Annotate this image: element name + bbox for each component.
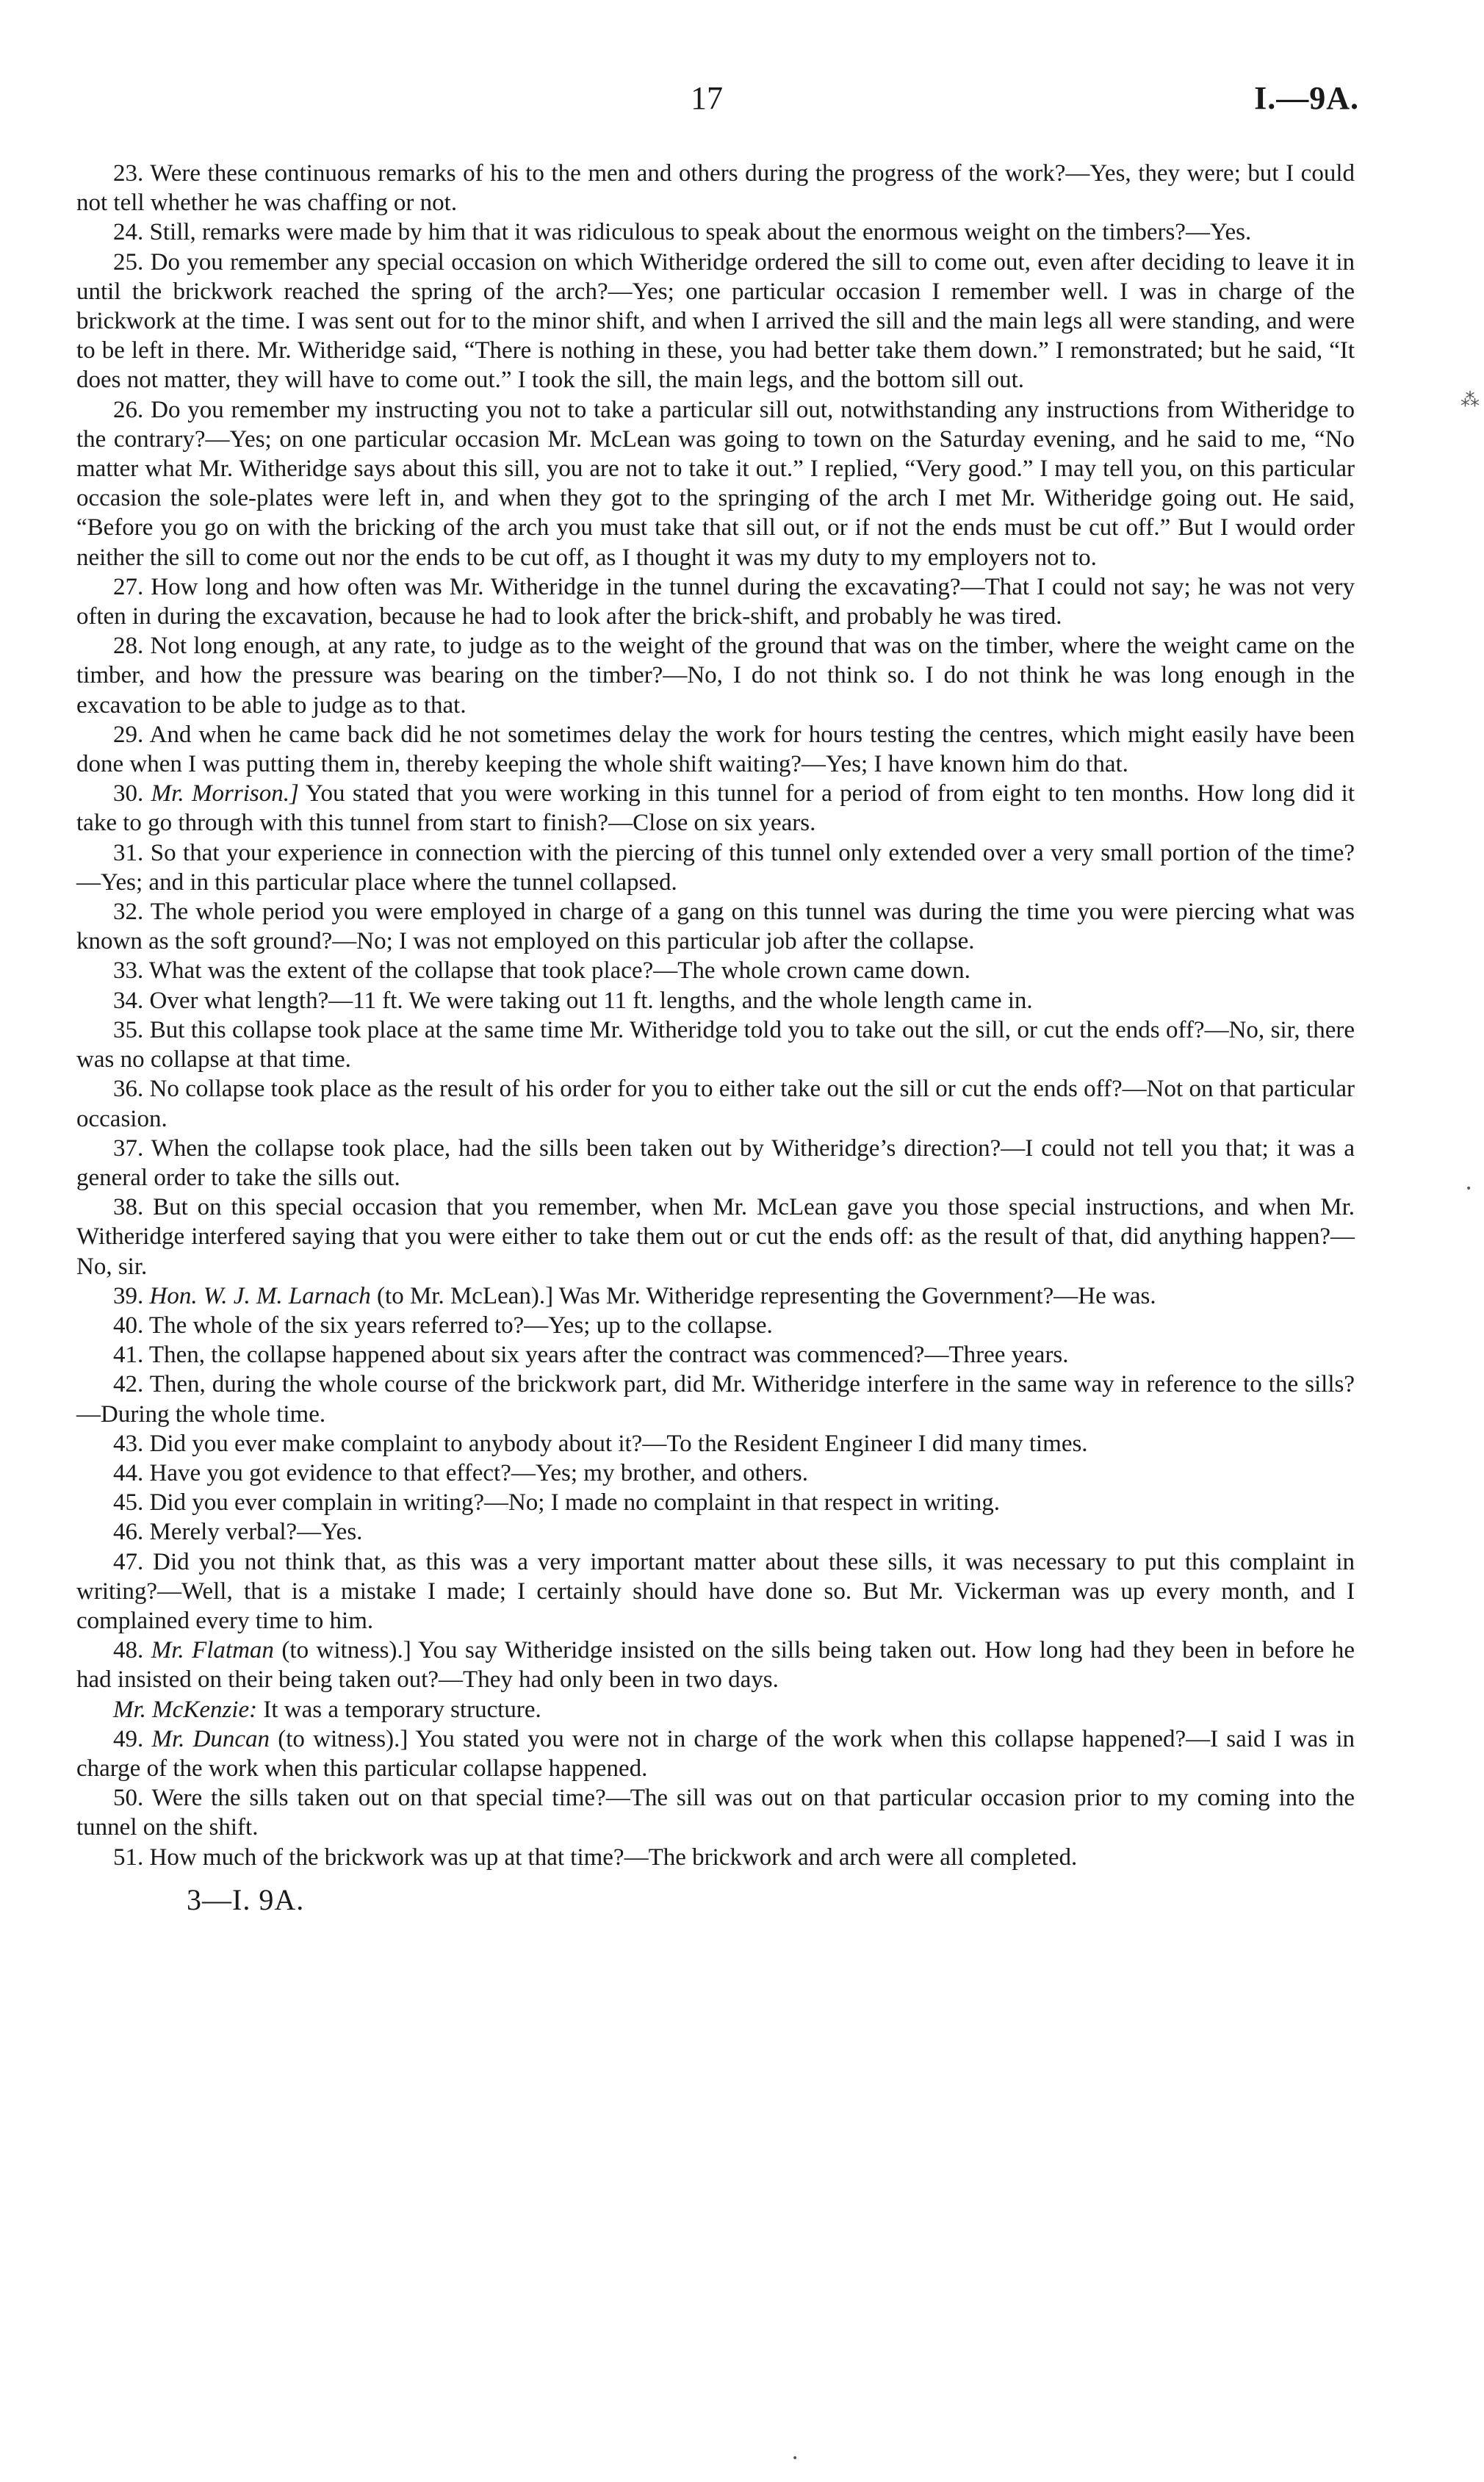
paragraph-text: But this collapse took place at the same time Mr. Witheridge told you to take out the sill, or cut the ends off?—No, sir, there was no collapse at that time.: [76, 1016, 1355, 1073]
paragraph-text: No collapse took place as the result of his order for you to either take out the sill or cut the ends off?—Not on that particular occasion.: [76, 1076, 1355, 1132]
question-number: 47.: [113, 1548, 144, 1575]
page-number: 17: [691, 80, 723, 116]
question-number: 27.: [113, 573, 144, 600]
speaker-name: Mr. Morrison.]: [151, 780, 299, 807]
question-number: 38.: [113, 1194, 144, 1221]
qa-paragraph: [76, 897, 1355, 956]
question-number: 26.: [113, 396, 144, 423]
qa-paragraph: [76, 1074, 1355, 1133]
paragraph-text: Merely verbal?—Yes.: [149, 1519, 363, 1546]
paragraph-text: Do you remember my instructing you not to take a particular sill out, notwithstanding any instructions from Witheridge to the contrary?—Yes; on one particular occasion Mr. McLean was going to town on the Saturday evening, and he said to me, “No matter what Mr. Witheridge says about this sill, you are not to take it out.” I replied, “Very good.” I may tell you, on this particular occasion the sole-plates were left in, and when they got to the springing of the arch I met Mr. Witheridge going out. He said, “Before you go on with the bricking of the arch you must take that sill out, or if not the ends must be cut off.” But I would order neither the sill to come out nor the ends to be cut off, as I thought it was my duty to my employers not to.: [76, 396, 1355, 571]
qa-paragraph: [76, 986, 1355, 1015]
question-number: 24.: [113, 219, 144, 246]
qa-paragraph: [76, 838, 1355, 897]
speaker-name: Hon. W. J. M. Larnach: [149, 1282, 371, 1309]
paragraph-text: But on this special occasion that you remember, when Mr. McLean gave you those special instructions, and when Mr. Witheridge interfered saying that you were either to take them out or cut the ends off: as the result of that, did anything happen?—No, sir.: [76, 1194, 1355, 1280]
paragraph-text: Do you remember any special occasion on which Witheridge ordered the sill to come out, even after deciding to leave it in until the brickwork reached the spring of the arch?—Yes; one particular occasion I remember well. I was in charge of the brickwork at the time. I was sent out for to the minor shift, and when I arrived the sill and the main legs all were standing, and were to be left in there. Mr. Witheridge said, “There is nothing in these, you had better take them down.” I remonstrated; but he said, “It does not matter, they will have to come out.” I took the sill, the main legs, and the bottom sill out.: [76, 248, 1355, 394]
question-number: 33.: [113, 957, 144, 985]
paragraph-text: Did you ever make complaint to anybody about it?—To the Resident Engineer I did many times.: [149, 1430, 1088, 1457]
qa-paragraph: [76, 1015, 1355, 1074]
question-number: 25.: [113, 248, 144, 276]
question-number: 30.: [113, 780, 144, 807]
paragraph-text: How long and how often was Mr. Witheridge in the tunnel during the excavating?—That I could not say; he was not very often in during the excavation, because he had to look after the brick-shift, and probably he was tired.: [76, 573, 1355, 630]
question-number: 39.: [113, 1282, 144, 1309]
paragraph-text: Then, during the whole course of the brickwork part, did Mr. Witheridge interfere in the same way in reference to the sills?—During the whole time.: [76, 1371, 1355, 1428]
qa-paragraph: [76, 1724, 1355, 1783]
question-number: 44.: [113, 1459, 144, 1486]
speaker-name: Mr. Duncan: [151, 1725, 270, 1752]
qa-paragraph: [76, 248, 1355, 395]
paragraph-text: Still, remarks were made by him that it was ridiculous to speak about the enormous weight on the timbers?—Yes.: [149, 219, 1252, 246]
paragraph-text: (to witness).] You say Witheridge insisted on the sills being taken out. How long had they been in before he had insisted on their being taken out?—They had only been in two days.: [76, 1637, 1355, 1694]
page-header: [0, 79, 1484, 131]
qa-paragraph: [76, 631, 1355, 720]
question-number: 41.: [113, 1342, 144, 1369]
question-number: 23.: [113, 160, 144, 187]
qa-paragraph: [76, 779, 1355, 838]
paragraph-text: Not long enough, at any rate, to judge as to the weight of the ground that was on the timber, where the weight came on the timber, and how the pressure was bearing on the timber?—No, I do not think so. I do not think he was long enough in the excavation to be able to judge as to that.: [76, 633, 1355, 719]
qa-paragraph: [76, 572, 1355, 631]
speaker-name: Mr. McKenzie:: [113, 1696, 258, 1723]
question-number: 49.: [113, 1725, 144, 1752]
qa-paragraph: [76, 1281, 1355, 1311]
qa-paragraph: [76, 159, 1355, 217]
question-number: 45.: [113, 1489, 144, 1517]
paragraph-text: It was a temporary structure.: [263, 1696, 541, 1723]
paragraph-text: You stated that you were working in this tunnel for a period of from eight to ten months. How long did it take to go through with this tunnel from start to finish?—Close on six years.: [76, 780, 1355, 837]
paragraph-text: Were these continuous remarks of his to the men and others during the progress of the work?—Yes, they were; but I could not tell whether he was chaffing or not.: [76, 160, 1355, 217]
qa-paragraph: [76, 1547, 1355, 1636]
qa-paragraph: [76, 1370, 1355, 1428]
qa-paragraph: [76, 1458, 1355, 1488]
question-number: 37.: [113, 1134, 144, 1162]
question-number: 36.: [113, 1076, 144, 1103]
document-body: [76, 159, 1355, 1917]
margin-speck: ⁂: [1460, 389, 1480, 411]
document-reference: I.—9A.: [1254, 80, 1359, 116]
question-number: 34.: [113, 987, 144, 1014]
question-number: 35.: [113, 1016, 144, 1043]
paragraph-text: How much of the brickwork was up at that time?—The brickwork and arch were all completed.: [149, 1843, 1078, 1871]
qa-paragraph: [76, 395, 1355, 572]
paragraph-text: What was the extent of the collapse that took place?—The whole crown came down.: [148, 957, 970, 985]
qa-paragraph: [76, 1636, 1355, 1694]
question-number: 31.: [113, 839, 144, 866]
question-number: 29.: [113, 721, 144, 748]
qa-paragraph: [76, 1340, 1355, 1370]
paragraph-text: (to Mr. McLean).] Was Mr. Witheridge representing the Government?—He was.: [377, 1282, 1156, 1309]
page-dot: •: [792, 2453, 799, 2464]
qa-paragraph: [76, 217, 1355, 247]
paragraph-text: Then, the collapse happened about six years after the contract was commenced?—Three years.: [148, 1342, 1069, 1369]
signature-mark: 3—I. 9A.: [187, 1882, 305, 1916]
qa-paragraph: [76, 1311, 1355, 1340]
qa-paragraph: [76, 1193, 1355, 1281]
qa-paragraph: [76, 1517, 1355, 1547]
question-number: 50.: [113, 1785, 144, 1812]
qa-paragraph: [76, 1429, 1355, 1458]
question-number: 32.: [113, 899, 144, 926]
question-number: 43.: [113, 1430, 144, 1457]
qa-paragraph: [76, 720, 1355, 779]
paragraph-text: (to witness).] You stated you were not in charge of the work when this collapse happened?—I said I was in charge of the work when this particular collapse happened.: [76, 1725, 1355, 1782]
qa-paragraph: [76, 1843, 1355, 1872]
paragraph-text: The whole of the six years referred to?—Yes; up to the collapse.: [148, 1312, 773, 1339]
paragraph-text: Did you not think that, as this was a very important matter about these sills, it was necessary to put this complaint in writing?—Well, that is a mistake I made; I certainly should have done so. But Mr. Vickerman was up every month, and I complained every time to him.: [76, 1548, 1355, 1634]
paragraph-text: The whole period you were employed in charge of a gang on this tunnel was during the time you were piercing what was known as the soft ground?—No; I was not employed on this particular job after the collapse.: [76, 899, 1355, 955]
qa-paragraph: [76, 1134, 1355, 1193]
question-number: 40.: [113, 1312, 144, 1339]
question-number: 46.: [113, 1519, 144, 1546]
qa-paragraph: [76, 1488, 1355, 1517]
paragraph-text: Did you ever complain in writing?—No; I made no complaint in that respect in writing.: [149, 1489, 1000, 1517]
margin-dot: •: [1466, 1183, 1472, 1195]
paragraph-text: And when he came back did he not sometimes delay the work for hours testing the centres, which might easily have been done when I was putting them in, thereby keeping the whole shift waiting?—Yes; I have known him do that.: [76, 721, 1355, 778]
qa-paragraph: [76, 1783, 1355, 1842]
paragraph-text: When the collapse took place, had the sills been taken out by Witheridge’s direction?—I could not tell you that; it was a general order to take the sills out.: [76, 1134, 1355, 1191]
qa-paragraph: [76, 1695, 1355, 1724]
question-number: 51.: [113, 1843, 144, 1871]
paragraph-text: So that your experience in connection with the piercing of this tunnel only extended over a very small portion of the time?—Yes; and in this particular place where the tunnel collapsed.: [76, 839, 1355, 896]
paragraph-text: Over what length?—11 ft. We were taking out 11 ft. lengths, and the whole length came in.: [149, 987, 1033, 1014]
paragraph-text: Were the sills taken out on that special time?—The sill was out on that particular occasion prior to my coming into the tunnel on the shift.: [76, 1785, 1355, 1841]
question-number: 28.: [113, 633, 144, 660]
qa-paragraph: [76, 956, 1355, 985]
question-number: 42.: [113, 1371, 144, 1398]
speaker-name: Mr. Flatman: [151, 1637, 274, 1664]
paragraph-text: Have you got evidence to that effect?—Yes; my brother, and others.: [149, 1459, 808, 1486]
question-number: 48.: [113, 1637, 144, 1664]
